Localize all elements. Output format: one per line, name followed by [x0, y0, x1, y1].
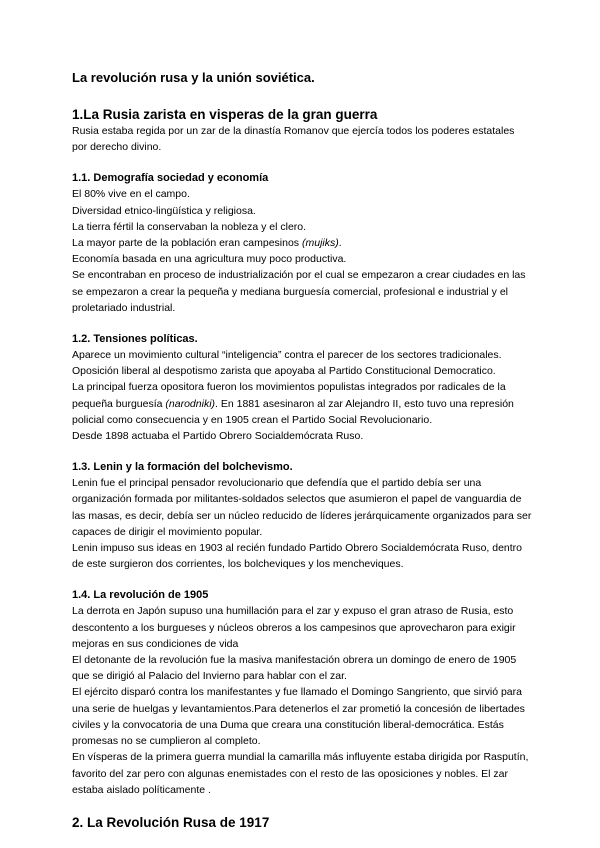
paragraph-text: La mayor parte de la población eran campesinos — [72, 237, 302, 250]
paragraph: Lenin fue el principal pensador revolucionario que defendía que el partido debía ser una organización formada por militantes-soldados selectos que asumieron el papel de vanguardia de las masas, es decir, debía ser un núcleo reducido de líderes jerárquicamente organizados para ser capaces de dirigir el movimiento popular. — [72, 477, 532, 538]
section-1-1 — [72, 171, 532, 316]
paragraph — [72, 379, 532, 428]
paragraph-text: . En 1881 asesinaron al zar Alejandro II, esto tuvo una represión policial como consecuencia y en 1905 crean el Partido Social Revolucionario. — [72, 397, 514, 426]
paragraph: Oposición liberal al despotismo zarista que apoyaba al Partido Constitucional Democratico. — [72, 365, 496, 378]
italic-term: (narodniki) — [165, 397, 216, 410]
section-2-heading: 2. La Revolución Rusa de 1917 — [72, 814, 270, 830]
italic-term: (mujiks) — [301, 237, 339, 250]
paragraph: En vísperas de la primera guerra mundial la camarilla más influyente estaba dirigida por Rasputín, favorito del zar pero con algunas enemistades con el resto de las oposiciones y nobles. El zar estaba aislado políticamente . — [72, 751, 529, 796]
section-1-intro: Rusia estaba regida por un zar de la dinastía Romanov que ejercía todos los poderes estatales por derecho divino. — [72, 125, 515, 154]
section-1-4-heading: 1.4. La revolución de 1905 — [72, 589, 209, 602]
section-1-1-heading: 1.1. Demografía sociedad y economía — [72, 172, 269, 185]
paragraph — [72, 235, 532, 251]
paragraph: El 80% vive en el campo. — [72, 188, 190, 201]
paragraph: El detonante de la revolución fue la masiva manifestación obrera un domingo de enero de 1905 que se dirigió al Palacio del Invierno para hablar con el zar. — [72, 654, 517, 683]
paragraph: Desde 1898 actuaba el Partido Obrero Socialdemócrata Ruso. — [72, 430, 364, 443]
paragraph: Economía basada en una agricultura muy poco productiva. — [72, 253, 347, 266]
paragraph: Diversidad etnico-lingüística y religiosa. — [72, 204, 256, 217]
paragraph: Aparece un movimiento cultural “inteligencia” contra el parecer de los sectores tradicionales. — [72, 349, 502, 362]
paragraph: Se encontraban en proceso de industrialización por el cual se empezaron a crear ciudades en las se empezaron a crear la pequeña y mediana burguesía comercial, profesional e industrial y el proletariado industrial. — [72, 269, 526, 314]
paragraph: La tierra fértil la conservaban la nobleza y el clero. — [72, 220, 307, 233]
section-1-heading: 1.La Rusia zarista en visperas de la gran guerra — [72, 107, 378, 122]
section-1-4 — [72, 588, 532, 797]
paragraph: El ejército disparó contra los manifestantes y fue llamado el Domingo Sangriento, que sirvió para una serie de huelgas y levantamientos.Para detenerlos el zar prometió la concesión de libertades civiles y la convocatoria de una Duma que creara una constitución liberal-democrática. Estás promesas no se cumplieron al completo. — [72, 686, 525, 748]
paragraph: La derrota en Japón supuso una humillación para el zar y expuso el gran atraso de Rusia, esto descontento a los burgueses y núcleos obreros a los campesinos que aprovecharon para exigir mejoras en sus condiciones de vida — [72, 605, 516, 650]
document-title: La revolución rusa y la unión soviética. — [72, 70, 315, 85]
paragraph-text: . — [338, 237, 342, 250]
section-1-3 — [72, 460, 532, 572]
document-body — [72, 70, 532, 831]
section-1-3-heading: 1.3. Lenin y la formación del bolchevismo. — [72, 461, 293, 474]
paragraph: Lenin impuso sus ideas en 1903 al recién fundado Partido Obrero Socialdemócrata Ruso, dentro de este surgieron dos corrientes, los bolcheviques y los mencheviques. — [72, 542, 523, 571]
paragraph-text: La principal fuerza opositora fueron los movimientos populistas integrados por radicales de la pequeña burguesía — [72, 381, 506, 410]
section-1-2-heading: 1.2. Tensiones políticas. — [72, 333, 198, 346]
section-1 — [72, 106, 532, 155]
section-1-2 — [72, 332, 532, 444]
